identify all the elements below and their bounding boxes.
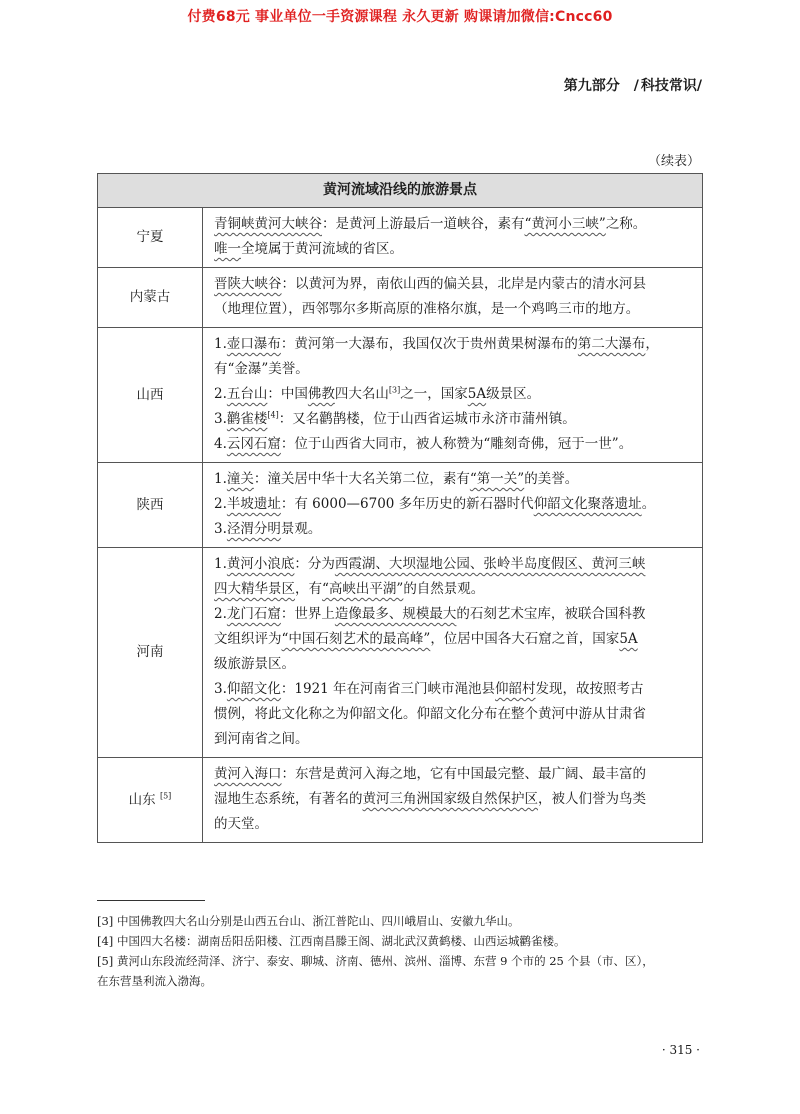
key-term: 黄河小浪底: [226, 556, 295, 572]
header-separator: /: [633, 78, 639, 94]
text-line: [214, 552, 694, 577]
text-span: ：中国: [267, 386, 308, 402]
key-term: “第一关”: [469, 471, 525, 487]
table-row: [98, 463, 703, 548]
key-term: 第二大瀑布: [577, 336, 646, 352]
part-label: 第九部分: [563, 78, 620, 94]
text-span: （地理位置），西邻鄂尔多斯高原的准格尔旗，是一个鸡鸣三市的地方。: [214, 301, 640, 317]
attraction-description: [203, 208, 703, 268]
footnote-ref: [4]: [267, 410, 279, 420]
table-row: [98, 208, 703, 268]
text-line: [214, 602, 694, 627]
text-span: ：黄河第一大瀑布，我国仅次于贵州黄果树瀑布的: [280, 336, 578, 352]
region-name: 山东: [128, 791, 156, 808]
key-term: “高峡出平湖”: [322, 581, 404, 597]
text-span: ：分为: [294, 556, 335, 572]
attractions-table: [97, 173, 703, 843]
key-term: 壶口瀑布: [226, 336, 281, 352]
item-number: 2.: [214, 606, 227, 622]
region-cell: [98, 548, 203, 758]
footnote: [4] 中国四大名楼：湖南岳阳岳阳楼、江西南昌滕王阁、湖北武汉黄鹤楼、山西运城鹳雀楼。: [97, 934, 566, 948]
text-line: [214, 272, 694, 297]
text-span: 级景区。: [486, 386, 541, 402]
text-span: 的美誉。: [524, 471, 579, 487]
attraction-description: [203, 328, 703, 463]
attraction-description: [203, 548, 703, 758]
region-name: 宁夏: [136, 229, 164, 245]
key-term: 佛教: [307, 386, 335, 402]
footnote: 在东营垦利流入渤海。: [97, 974, 212, 988]
key-term: 黄河三角洲国家级自然保护区: [362, 791, 538, 807]
text-span: ：以黄河为界，南依山西的偏关县，北岸是内蒙古的清水河县: [281, 276, 646, 292]
text-span: 的天堂。: [214, 816, 268, 832]
key-term: “黄河小三峡”: [524, 216, 606, 232]
region-cell: [98, 328, 203, 463]
text-line: [214, 577, 694, 602]
attraction-description: [203, 463, 703, 548]
key-term: 半坡遗址: [226, 496, 281, 512]
region-name: 河南: [136, 644, 164, 660]
text-line: [214, 787, 694, 812]
key-term: 潼关: [226, 471, 254, 487]
key-term: 仰韶文化: [226, 681, 281, 697]
text-line: [214, 332, 694, 357]
text-span: ：潼关居中华十大名关第二位，素有: [253, 471, 470, 487]
text-span: 之一，国家: [400, 386, 468, 402]
key-term: 5A: [467, 386, 487, 402]
text-span: ，: [645, 336, 659, 352]
text-line: [214, 677, 694, 702]
text-line: [214, 467, 694, 492]
key-term: 5A: [619, 631, 638, 647]
footnote: [5] 黄河山东段流经菏泽、济宁、泰安、聊城、济南、德州、滨州、淄博、东营 9 个市的 25 个县（市、区），: [97, 954, 654, 968]
text-span: 有“金瀑”美誉。: [214, 361, 309, 377]
text-span: 之称。: [605, 216, 647, 232]
table-title: 黄河流域沿线的旅游景点: [98, 174, 703, 208]
text-line: [214, 382, 694, 407]
item-number: 3.: [214, 411, 227, 427]
text-line: [214, 812, 694, 837]
text-span: ：有 6000—6700 多年历史的新石器时代: [280, 496, 534, 512]
key-term: 西霞湖、大坝湿地公园、张岭半岛度假区、黄河三峡: [334, 556, 646, 572]
table-row: [98, 328, 703, 463]
key-term: “中国石刻艺术的最高峰”: [281, 631, 431, 647]
text-span: 的石刻艺术宝库，被联合国科教: [456, 606, 646, 622]
key-term: 唯一: [214, 241, 241, 257]
key-term: 五台山: [226, 386, 268, 402]
text-span: ：东营是黄河入海之地，它有中国最完整、最广阔、最丰富的: [281, 766, 646, 782]
key-term: 黄河入海口: [214, 766, 282, 782]
attraction-description: [203, 268, 703, 328]
header-separator-end: /: [696, 78, 702, 94]
key-term: 泾渭分明: [226, 521, 281, 537]
footnote-ref: [3]: [388, 385, 401, 395]
text-span: 惯例，将此文化称之为仰韶文化。仰韶文化分布在整个黄河中游从甘肃省: [214, 706, 646, 722]
page-number: · 315 ·: [661, 1043, 700, 1057]
item-number: 2.: [214, 496, 227, 512]
footnote: [3] 中国佛教四大名山分别是山西五台山、浙江普陀山、四川峨眉山、安徽九华山。: [97, 914, 520, 928]
text-span: 发现，故按照考古: [535, 681, 644, 697]
key-term: 晋陕大峡谷: [214, 276, 282, 292]
key-term: 造像最多、规模最大: [334, 606, 457, 622]
text-span: 到河南省之间。: [214, 731, 309, 747]
text-line: [214, 492, 694, 517]
text-span: ：世界上: [280, 606, 335, 622]
section-header: [564, 75, 702, 95]
item-number: 3.: [214, 521, 227, 537]
text-line: [214, 627, 694, 652]
text-line: [214, 357, 694, 382]
text-span: ，位居中国各大石窟之首，国家: [430, 631, 620, 647]
item-number: 4.: [214, 436, 227, 452]
text-span: 级旅游景区。: [214, 656, 295, 672]
key-term: 四大精华景区: [214, 581, 295, 597]
region-name: 内蒙古: [129, 289, 171, 305]
continued-label: （续表）: [647, 154, 700, 169]
key-term: 龙门石窟: [226, 606, 281, 622]
attraction-description: [203, 758, 703, 843]
key-term: 仰韶文化聚落遗址: [533, 496, 642, 512]
text-span: 湿地生态系统，有著名的: [214, 791, 363, 807]
text-span: 景观。: [280, 521, 322, 537]
text-span: ：1921 年在河南省三门峡市渑池县: [280, 681, 496, 697]
table-row: [98, 548, 703, 758]
item-number: 3.: [214, 681, 227, 697]
text-line: [214, 727, 694, 752]
table-row: [98, 268, 703, 328]
text-span: 四大名山: [334, 386, 389, 402]
text-line: [214, 237, 694, 262]
key-term: 云冈石窟: [226, 436, 281, 452]
text-line: [214, 652, 694, 677]
text-line: [214, 212, 694, 237]
text-line: [214, 517, 694, 542]
text-line: [214, 702, 694, 727]
text-span: ：又名鹳鹊楼，位于山西省运城市永济市蒲州镇。: [278, 411, 576, 427]
text-span: 。: [641, 496, 656, 512]
table-row: [98, 758, 703, 843]
promo-banner: 付费68元 事业单位一手资源课程 永久更新 购课请加微信:Cncc60: [187, 9, 613, 25]
footnotes: [97, 911, 707, 991]
text-span: 的自然景观。: [403, 581, 485, 597]
key-term: 青铜峡黄河大峡谷: [214, 216, 322, 232]
region-cell: [98, 758, 203, 843]
item-number: 1.: [214, 471, 227, 487]
region-name: 陕西: [136, 496, 164, 513]
region-cell: [98, 208, 203, 268]
text-span: ，有: [295, 581, 322, 597]
text-line: [214, 297, 694, 322]
text-line: [214, 432, 694, 457]
item-number: 2.: [214, 386, 227, 402]
text-line: [214, 762, 694, 787]
text-span: 文组织评为: [214, 631, 282, 647]
item-number: 1.: [214, 556, 227, 572]
footnote-rule: [97, 900, 205, 901]
subject-label: 科技常识: [640, 78, 697, 94]
region-cell: [98, 268, 203, 328]
key-term: 仰韶村: [495, 681, 536, 697]
text-span: ：位于山西省大同市，被人称赞为“雕刻奇佛，冠于一世”。: [280, 436, 633, 452]
region-cell: [98, 463, 203, 548]
text-line: [214, 407, 694, 432]
text-span: 全境属于黄河流域的省区。: [241, 241, 403, 257]
text-span: ，被人们誉为鸟类: [538, 791, 646, 807]
item-number: 1.: [214, 336, 227, 352]
key-term: 鹳雀楼: [226, 411, 268, 427]
text-span: ：是黄河上游最后一道峡谷，素有: [322, 216, 525, 232]
region-name: 山西: [136, 386, 164, 403]
footnote-ref: [5]: [159, 791, 172, 800]
